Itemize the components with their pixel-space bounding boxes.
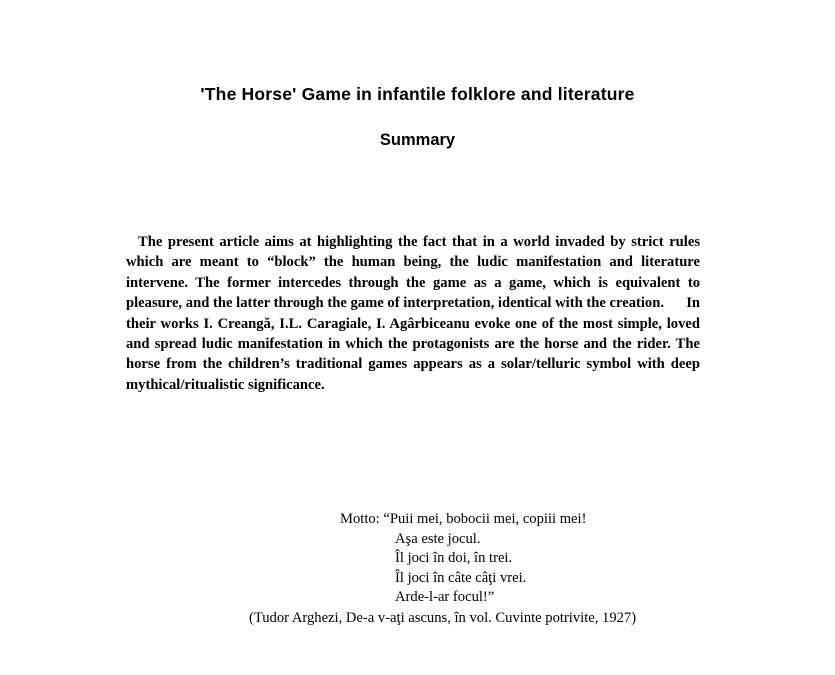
page-title: 'The Horse' Game in infantile folklore and literature [200, 84, 635, 104]
motto-source-citation: (Tudor Arghezi, De-a v-aţi ascuns, în vol. Cuvinte potrivite, 1927) [249, 609, 637, 626]
motto-line-5: Arde-l-ar focul!” [395, 589, 495, 605]
motto-line-2: Aşa este jocul. [395, 530, 481, 547]
abstract-paragraph: The present article aims at highlighting the fact that in a world invaded by strict rules which are meant to “block” the human being, the ludic manifestation and literature intervene. The former intercedes through the game as a game, which is equivalent to pleasure, and the latter through the game of interpretation, identical with the creation. In their works I. Creangă, I.L. Caragiale, I. Agârbiceanu evoke one of the most simple, loved and spread ludic manifestation in which the protagonists are the horse and the rider. The horse from the children’s traditional games appears as a solar/telluric symbol with deep mythical/ritualistic significance. [126, 234, 704, 393]
motto-line-3: Îl joci în doi, în trei. [395, 550, 513, 566]
motto-line-1: Motto: “Puii mei, bobocii mei, copiii mei! [340, 511, 587, 527]
motto-line-4: Îl joci în câte câţi vrei. [395, 569, 527, 586]
section-heading-summary: Summary [379, 131, 456, 149]
motto-block [0, 510, 835, 628]
